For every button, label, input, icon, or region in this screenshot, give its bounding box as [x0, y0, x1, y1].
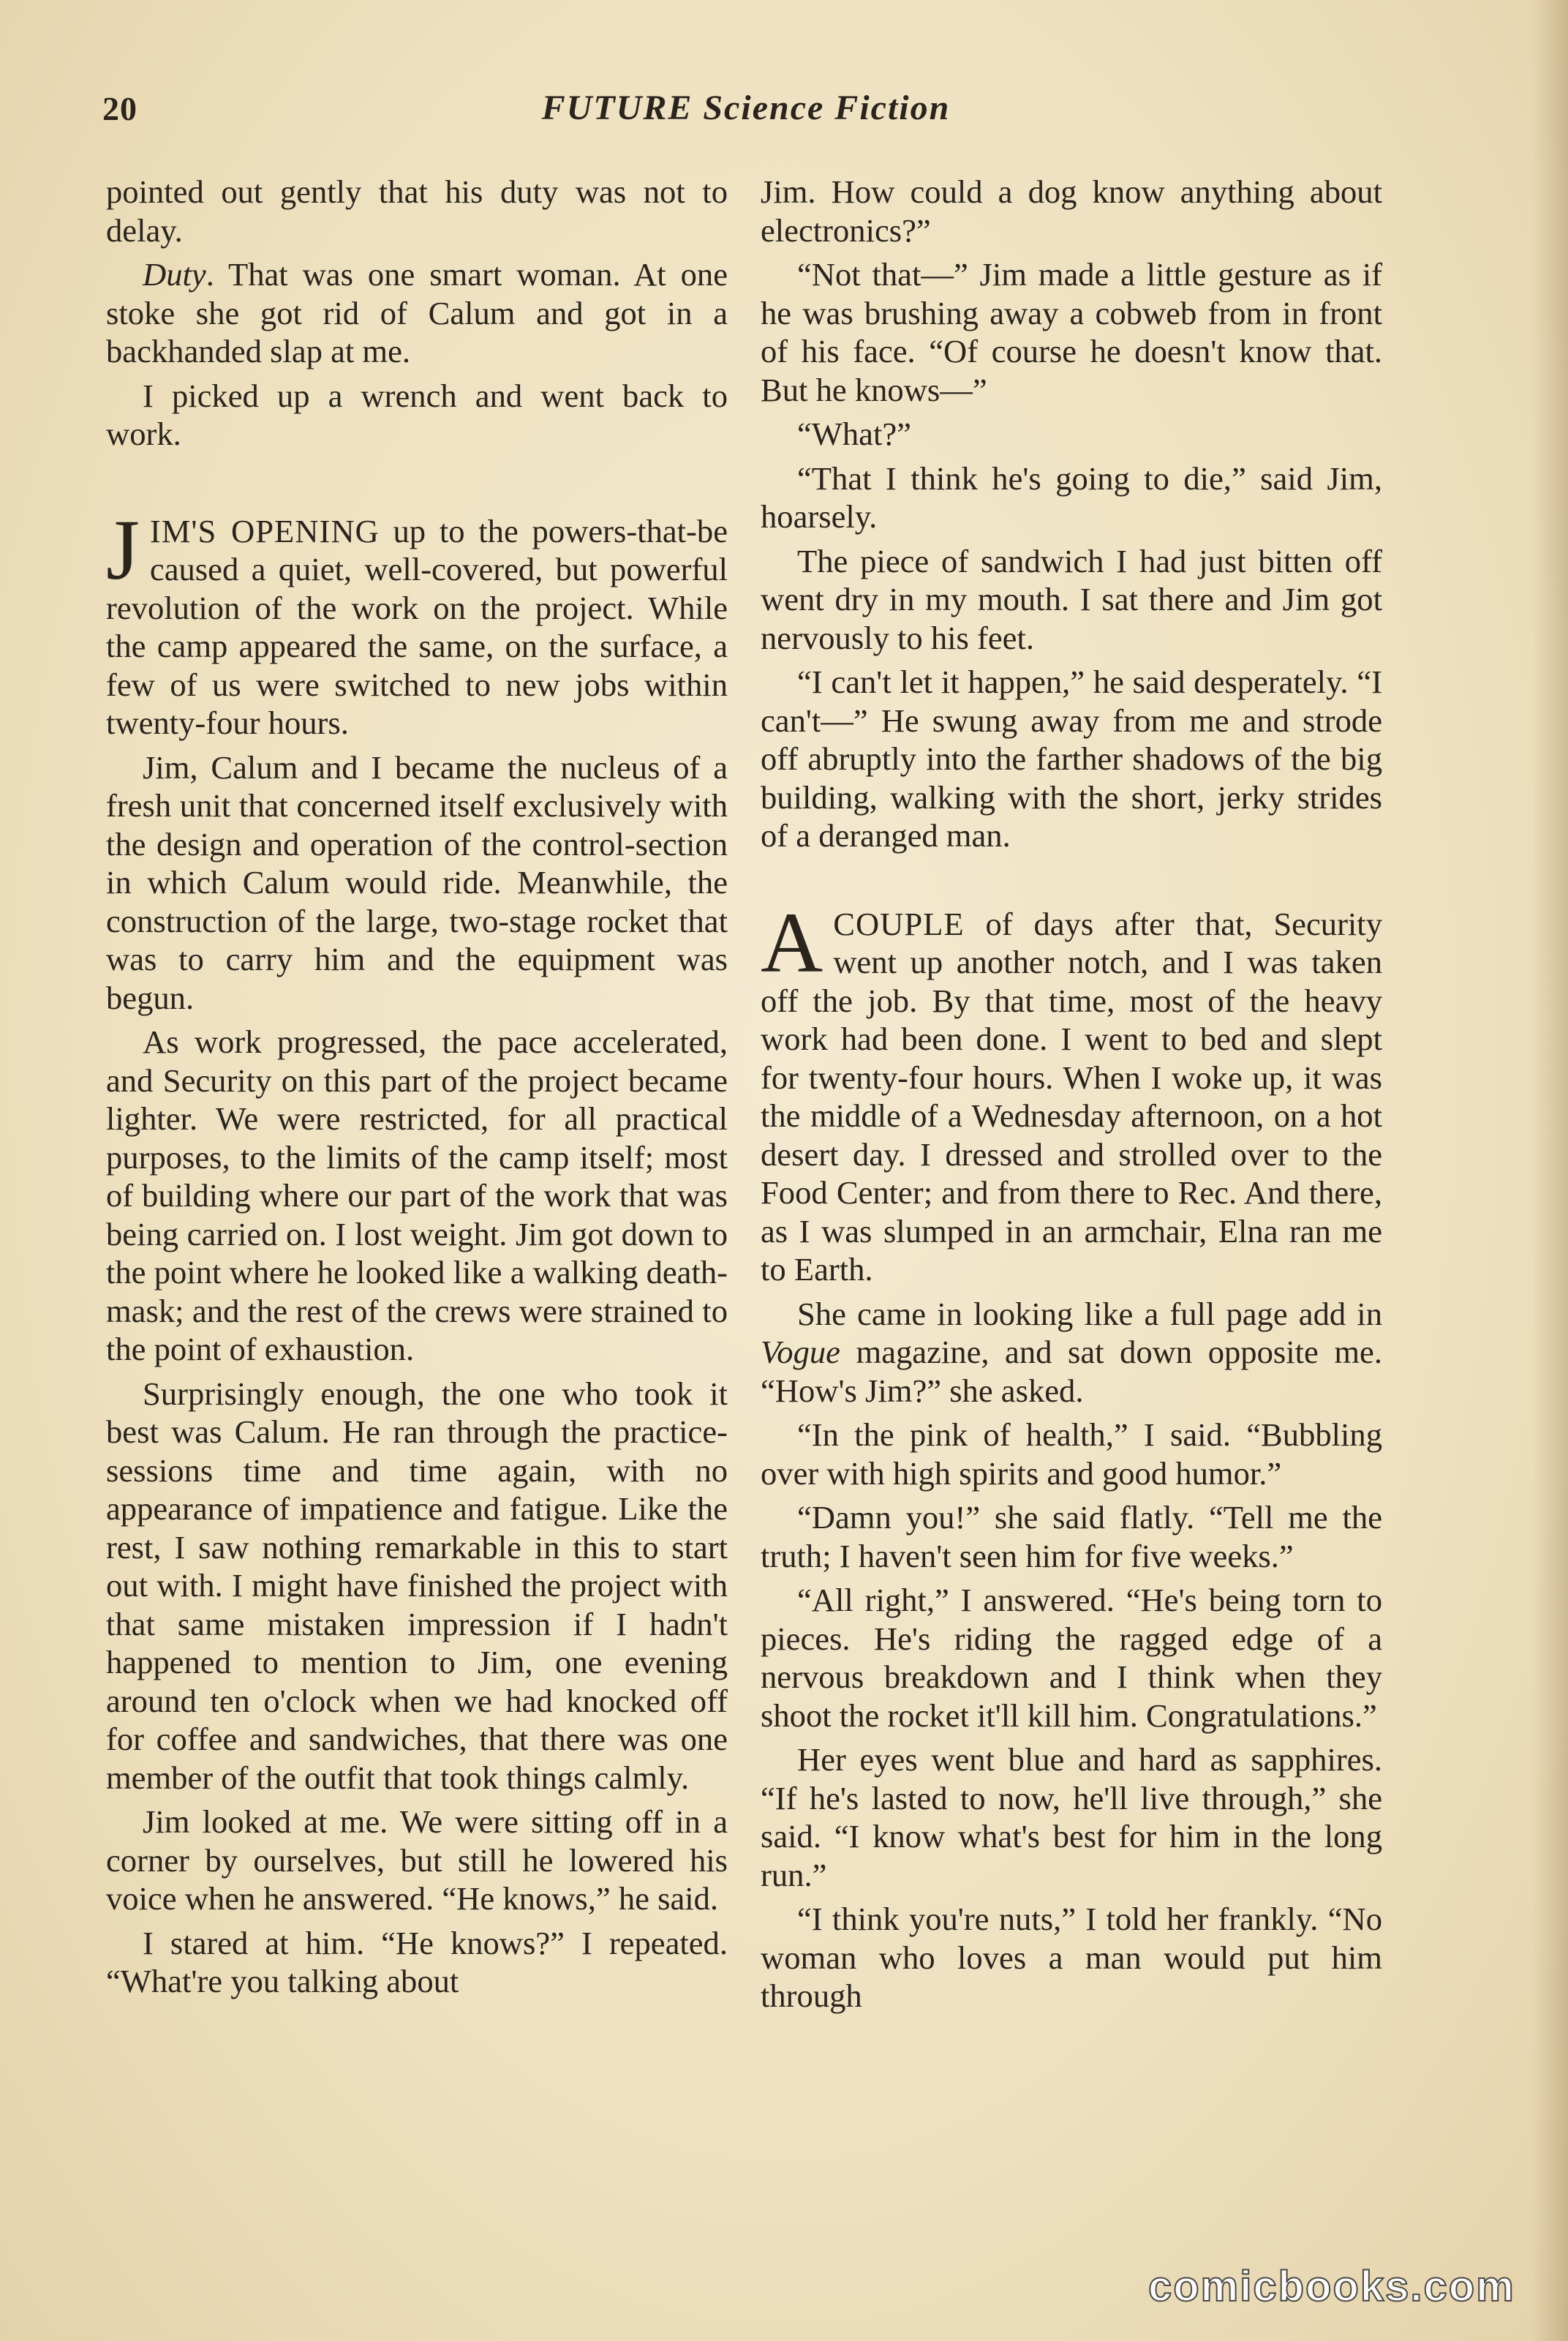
- paragraph: Jim, Calum and I became the nucleus of a fresh unit that concerned itself exclusively with the design and operation of the control-section in which Calum would ride. Meanwhile, the construction of the large, two-stage rocket that was to carry him and the equipment was begun.: [106, 748, 728, 1016]
- paragraph-text: magazine, and sat down opposite me. “How's Jim?” she asked.: [761, 1334, 1382, 1409]
- page-number: 20: [102, 90, 137, 127]
- section-opening-paragraph: [761, 894, 1382, 1289]
- emphasis: Duty: [143, 256, 206, 293]
- paragraph: “I can't let it happen,” he said desperately. “I can't—” He swung away from me and strode off abruptly into the farther shadows of the big building, walking with the short, jerky strides of a deranged man.: [761, 664, 1382, 854]
- section-opening-paragraph: [106, 501, 728, 743]
- right-column: [761, 173, 1382, 2021]
- lead-in-caps: COUPLE: [833, 905, 965, 942]
- paragraph: I picked up a wrench and went back to work.: [106, 377, 728, 452]
- lead-in-caps: IM'S OPENING: [149, 512, 380, 549]
- paragraph-text: She came in looking like a full page add in: [797, 1295, 1382, 1332]
- paragraph-text: of days after that, Security went up another notch, and I was taken off the job. By that time, most of the heavy work had been done. I went to bed and slept for twenty-four hours. When I woke up, it was the middle of a Wednesday afternoon, on a hot desert day. I dressed and strolled over to the Food Center; and from there to Rec. And there, as I was slumped in an armchair, Elna ran me to Earth.: [761, 905, 1382, 1288]
- paragraph: “What?”: [797, 416, 911, 452]
- page-edge-shadow: [1531, 0, 1568, 2341]
- paragraph: “Damn you!” she said flatly. “Tell me the truth; I haven't seen him for five weeks.”: [761, 1499, 1382, 1574]
- paragraph: I stared at him. “He knows?” I repeated. “What're you talking about: [106, 1924, 728, 1999]
- paragraph: As work progressed, the pace accelerated, and Security on this part of the project became lighter. We were restricted, for all practical purposes, to the limits of the camp itself; most of building where our part of the work that was being carried on. I lost weight. Jim got down to the point where he looked like a walking death-mask; and the rest of the crews were strained to the point of exhaustion.: [106, 1023, 728, 1367]
- paragraph: “I think you're nuts,” I told her frankly. “No woman who loves a man would put him through: [761, 1901, 1382, 2014]
- paragraph-text: up to the powers-that-be caused a quiet, well-covered, but powerful revolution of the work on the project. While the camp appeared the same, on the surface, a few of us were switched to new jobs within twenty-four hours.: [106, 512, 728, 741]
- paragraph: “In the pink of health,” I said. “Bubbling over with high spirits and good humor.”: [761, 1416, 1382, 1492]
- left-column: [106, 173, 728, 2007]
- paragraph: The piece of sandwich I had just bitten off went dry in my mouth. I sat there and Jim got nervously to his feet.: [761, 542, 1382, 656]
- paragraph: Jim looked at me. We were sitting off in a corner by ourselves, but still he lowered his voice when he answered. “He knows,” he said.: [106, 1803, 728, 1917]
- paragraph-text: . That was one smart woman. At one stoke she got rid of Calum and got in a backhanded slap at me.: [106, 256, 728, 369]
- drop-cap: J: [106, 501, 140, 598]
- paragraph: Surprisingly enough, the one who took it best was Calum. He ran through the practice-sessions time and time again, with no appearance of impatience and fatigue. Like the rest, I saw nothing remarkable in this to start out with. I might have finished the project with that same mistaken impression if I hadn't happened to mention to Jim, one evening around ten o'clock when we had knocked off for coffee and sandwiches, that there was one member of the outfit that took things calmly.: [106, 1375, 728, 1796]
- paragraph: “Not that—” Jim made a little gesture as if he was brushing away a cobweb from in front of his face. “Of course he doesn't know that. But he knows—”: [761, 256, 1382, 408]
- paragraph: “That I think he's going to die,” said Jim, hoarsely.: [761, 459, 1382, 535]
- emphasis: Vogue: [761, 1334, 840, 1370]
- paragraph: Jim. How could a dog know anything about electronics?”: [761, 173, 1382, 249]
- drop-cap: A: [761, 894, 823, 991]
- paragraph: “All right,” I answered. “He's being torn to pieces. He's riding the ragged edge of a nervous breakdown and I think when they shoot the rocket it'll kill him. Congratulations.”: [761, 1582, 1382, 1734]
- paragraph: [106, 255, 728, 371]
- running-head: FUTURE Science Fiction: [541, 89, 951, 127]
- watermark: comicbooks.com: [1148, 2263, 1515, 2310]
- paragraph: Her eyes went blue and hard as sapphires. “If he's lasted to now, he'll live through,” she said. “I know what's best for him in the long run.”: [761, 1741, 1382, 1893]
- paragraph: [761, 1295, 1382, 1410]
- paragraph: pointed out gently that his duty was not to delay.: [106, 173, 728, 249]
